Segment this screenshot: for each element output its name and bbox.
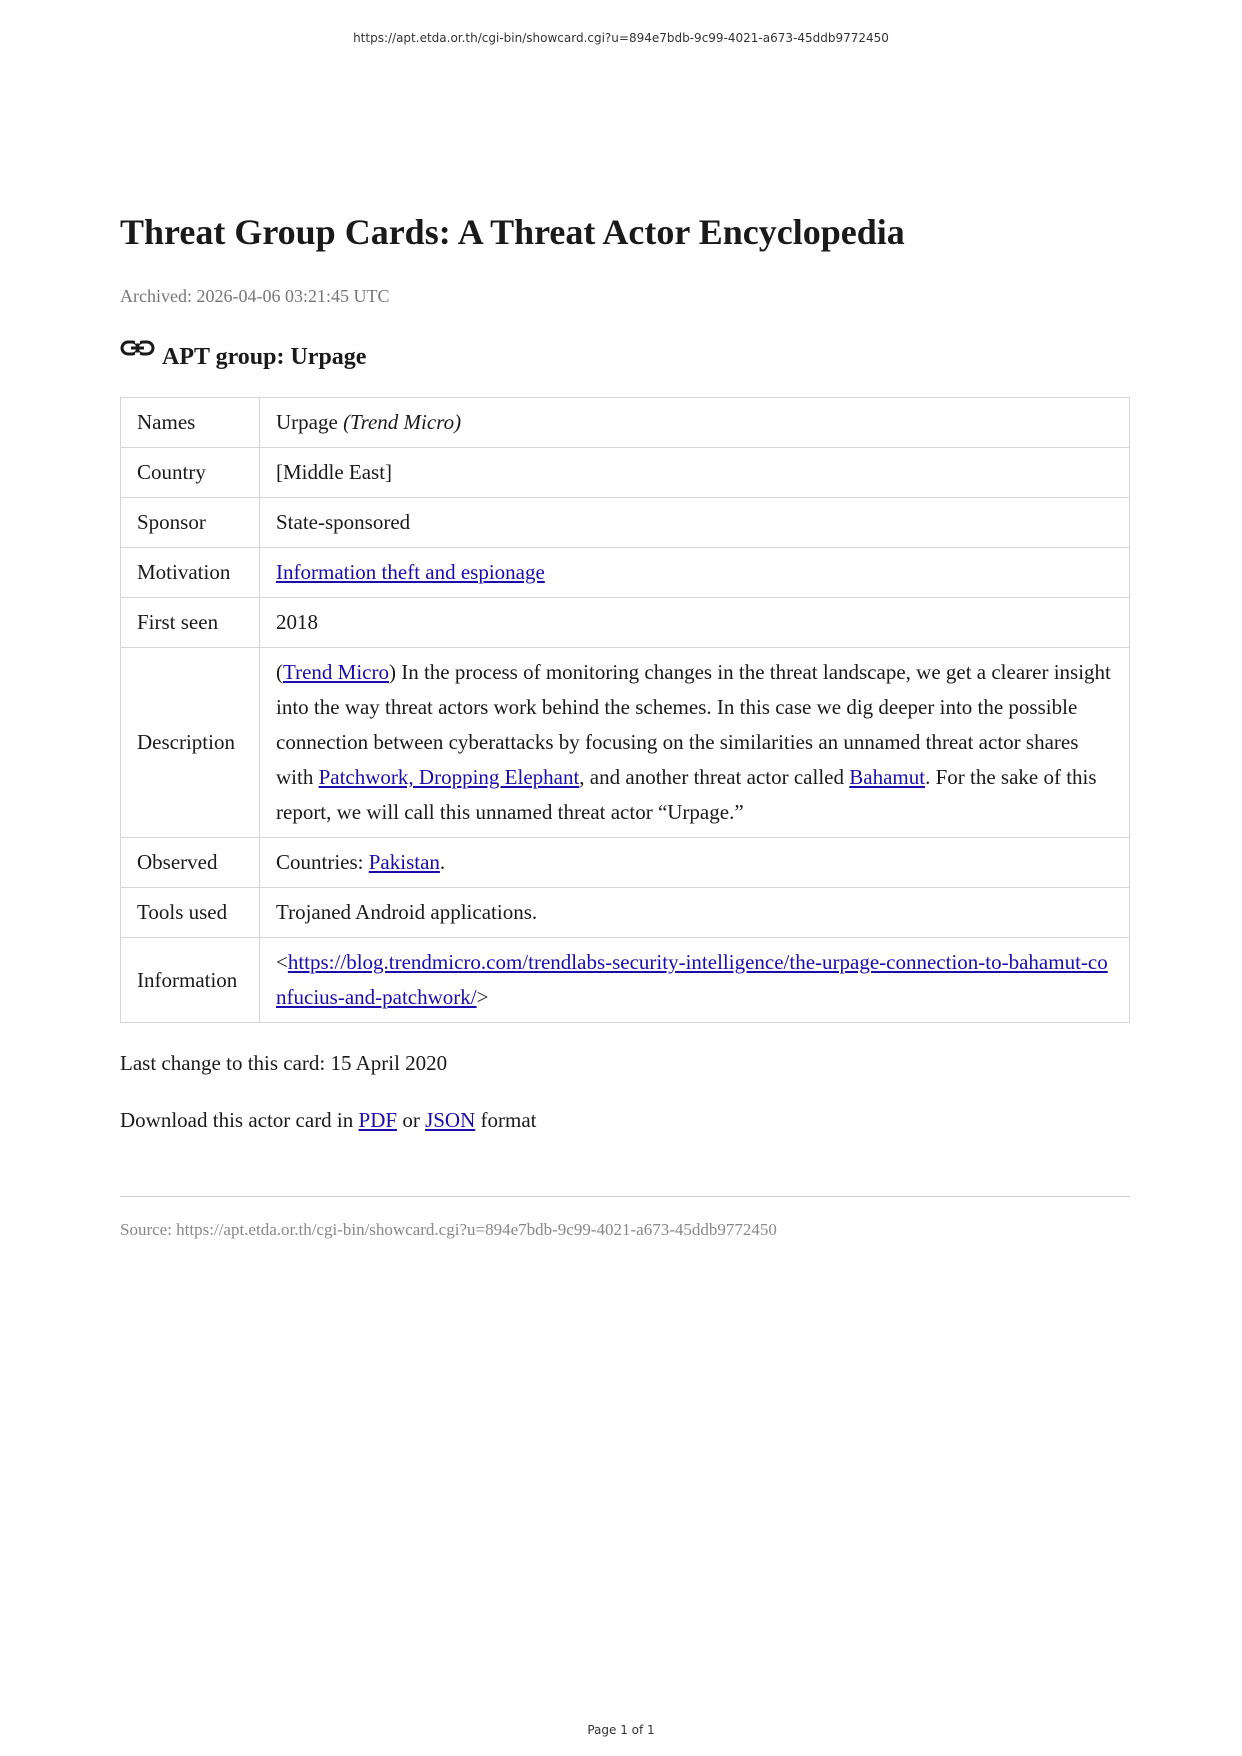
patchwork-link[interactable]: Patchwork, Dropping Elephant <box>318 765 580 789</box>
link-icon[interactable] <box>120 338 156 360</box>
page-number: Page 1 of 1 <box>587 1723 655 1737</box>
download-or: or <box>397 1108 426 1132</box>
json-link[interactable]: JSON <box>425 1108 476 1132</box>
pdf-link[interactable]: PDF <box>358 1108 398 1132</box>
observed-value <box>260 838 1130 888</box>
table-row <box>121 888 1130 938</box>
description-label: Description <box>121 648 260 838</box>
information-value <box>260 938 1130 1023</box>
observed-label: Observed <box>121 838 260 888</box>
archived-timestamp: Archived: 2026-04-06 03:21:45 UTC <box>120 286 390 306</box>
bahamut-link[interactable]: Bahamut <box>849 765 926 789</box>
first-seen-value: 2018 <box>260 598 1130 648</box>
download-line <box>120 1106 1130 1134</box>
description-value <box>260 648 1130 838</box>
country-value: [Middle East] <box>260 448 1130 498</box>
apt-group-title: APT group: Urpage <box>162 344 367 370</box>
tools-used-value: Trojaned Android applications. <box>260 888 1130 938</box>
description-open-paren: ( <box>276 660 283 684</box>
table-row <box>121 498 1130 548</box>
tools-used-label: Tools used <box>121 888 260 938</box>
observed-suffix: . <box>439 850 446 874</box>
content <box>120 210 1130 1241</box>
information-link[interactable]: https://blog.trendmicro.com/trendlabs-security-intelligence/the-urpage-connection-to-bahamut-confucius-and-patchwork/ <box>276 950 1108 1009</box>
download-prefix: Download this actor card in <box>120 1108 359 1132</box>
information-open: < <box>276 950 288 974</box>
information-close: > <box>476 985 489 1009</box>
description-text-2: , and another threat actor called <box>579 765 850 789</box>
actor-card-table <box>120 397 1130 1023</box>
description-text-3: . For the sake of this report, we will call this unnamed threat actor “Urpage.” <box>276 765 1097 824</box>
names-label: Names <box>121 398 260 448</box>
trend-micro-link[interactable]: Trend Micro <box>283 660 389 684</box>
page-title: Threat Group Cards: A Threat Actor Encyclopedia <box>120 212 905 252</box>
divider <box>120 1196 1130 1197</box>
motivation-label: Motivation <box>121 548 260 598</box>
names-text: Urpage <box>276 410 338 434</box>
apt-group-heading <box>120 338 1130 372</box>
names-value <box>260 398 1130 448</box>
table-row <box>121 448 1130 498</box>
table-row <box>121 548 1130 598</box>
table-row <box>121 398 1130 448</box>
print-header-url: https://apt.etda.or.th/cgi-bin/showcard.cgi?u=894e7bdb-9c99-4021-a673-45ddb9772450 <box>353 31 889 45</box>
table-row <box>121 598 1130 648</box>
motivation-value <box>260 548 1130 598</box>
names-note: (Trend Micro) <box>343 410 462 434</box>
table-row <box>121 648 1130 838</box>
motivation-link[interactable]: Information theft and espionage <box>276 560 545 584</box>
first-seen-label: First seen <box>121 598 260 648</box>
sponsor-value: State-sponsored <box>260 498 1130 548</box>
source-url: Source: https://apt.etda.or.th/cgi-bin/showcard.cgi?u=894e7bdb-9c99-4021-a673-45ddb9772450 <box>120 1220 777 1239</box>
country-label: Country <box>121 448 260 498</box>
table-row <box>121 838 1130 888</box>
download-format: format <box>475 1108 537 1132</box>
last-change: Last change to this card: 15 April 2020 <box>120 1051 448 1075</box>
sponsor-label: Sponsor <box>121 498 260 548</box>
pakistan-link[interactable]: Pakistan <box>368 850 440 874</box>
description-text-1: ) In the process of monitoring changes in the threat landscape, we get a clearer insight into the way threat actors work behind the schemes. In this case we dig deeper into the possible connection between cyberattacks by focusing on the similarities an unnamed threat actor shares with <box>276 660 1111 789</box>
table-row <box>121 938 1130 1023</box>
observed-prefix: Countries: <box>276 850 369 874</box>
information-label: Information <box>121 938 260 1023</box>
